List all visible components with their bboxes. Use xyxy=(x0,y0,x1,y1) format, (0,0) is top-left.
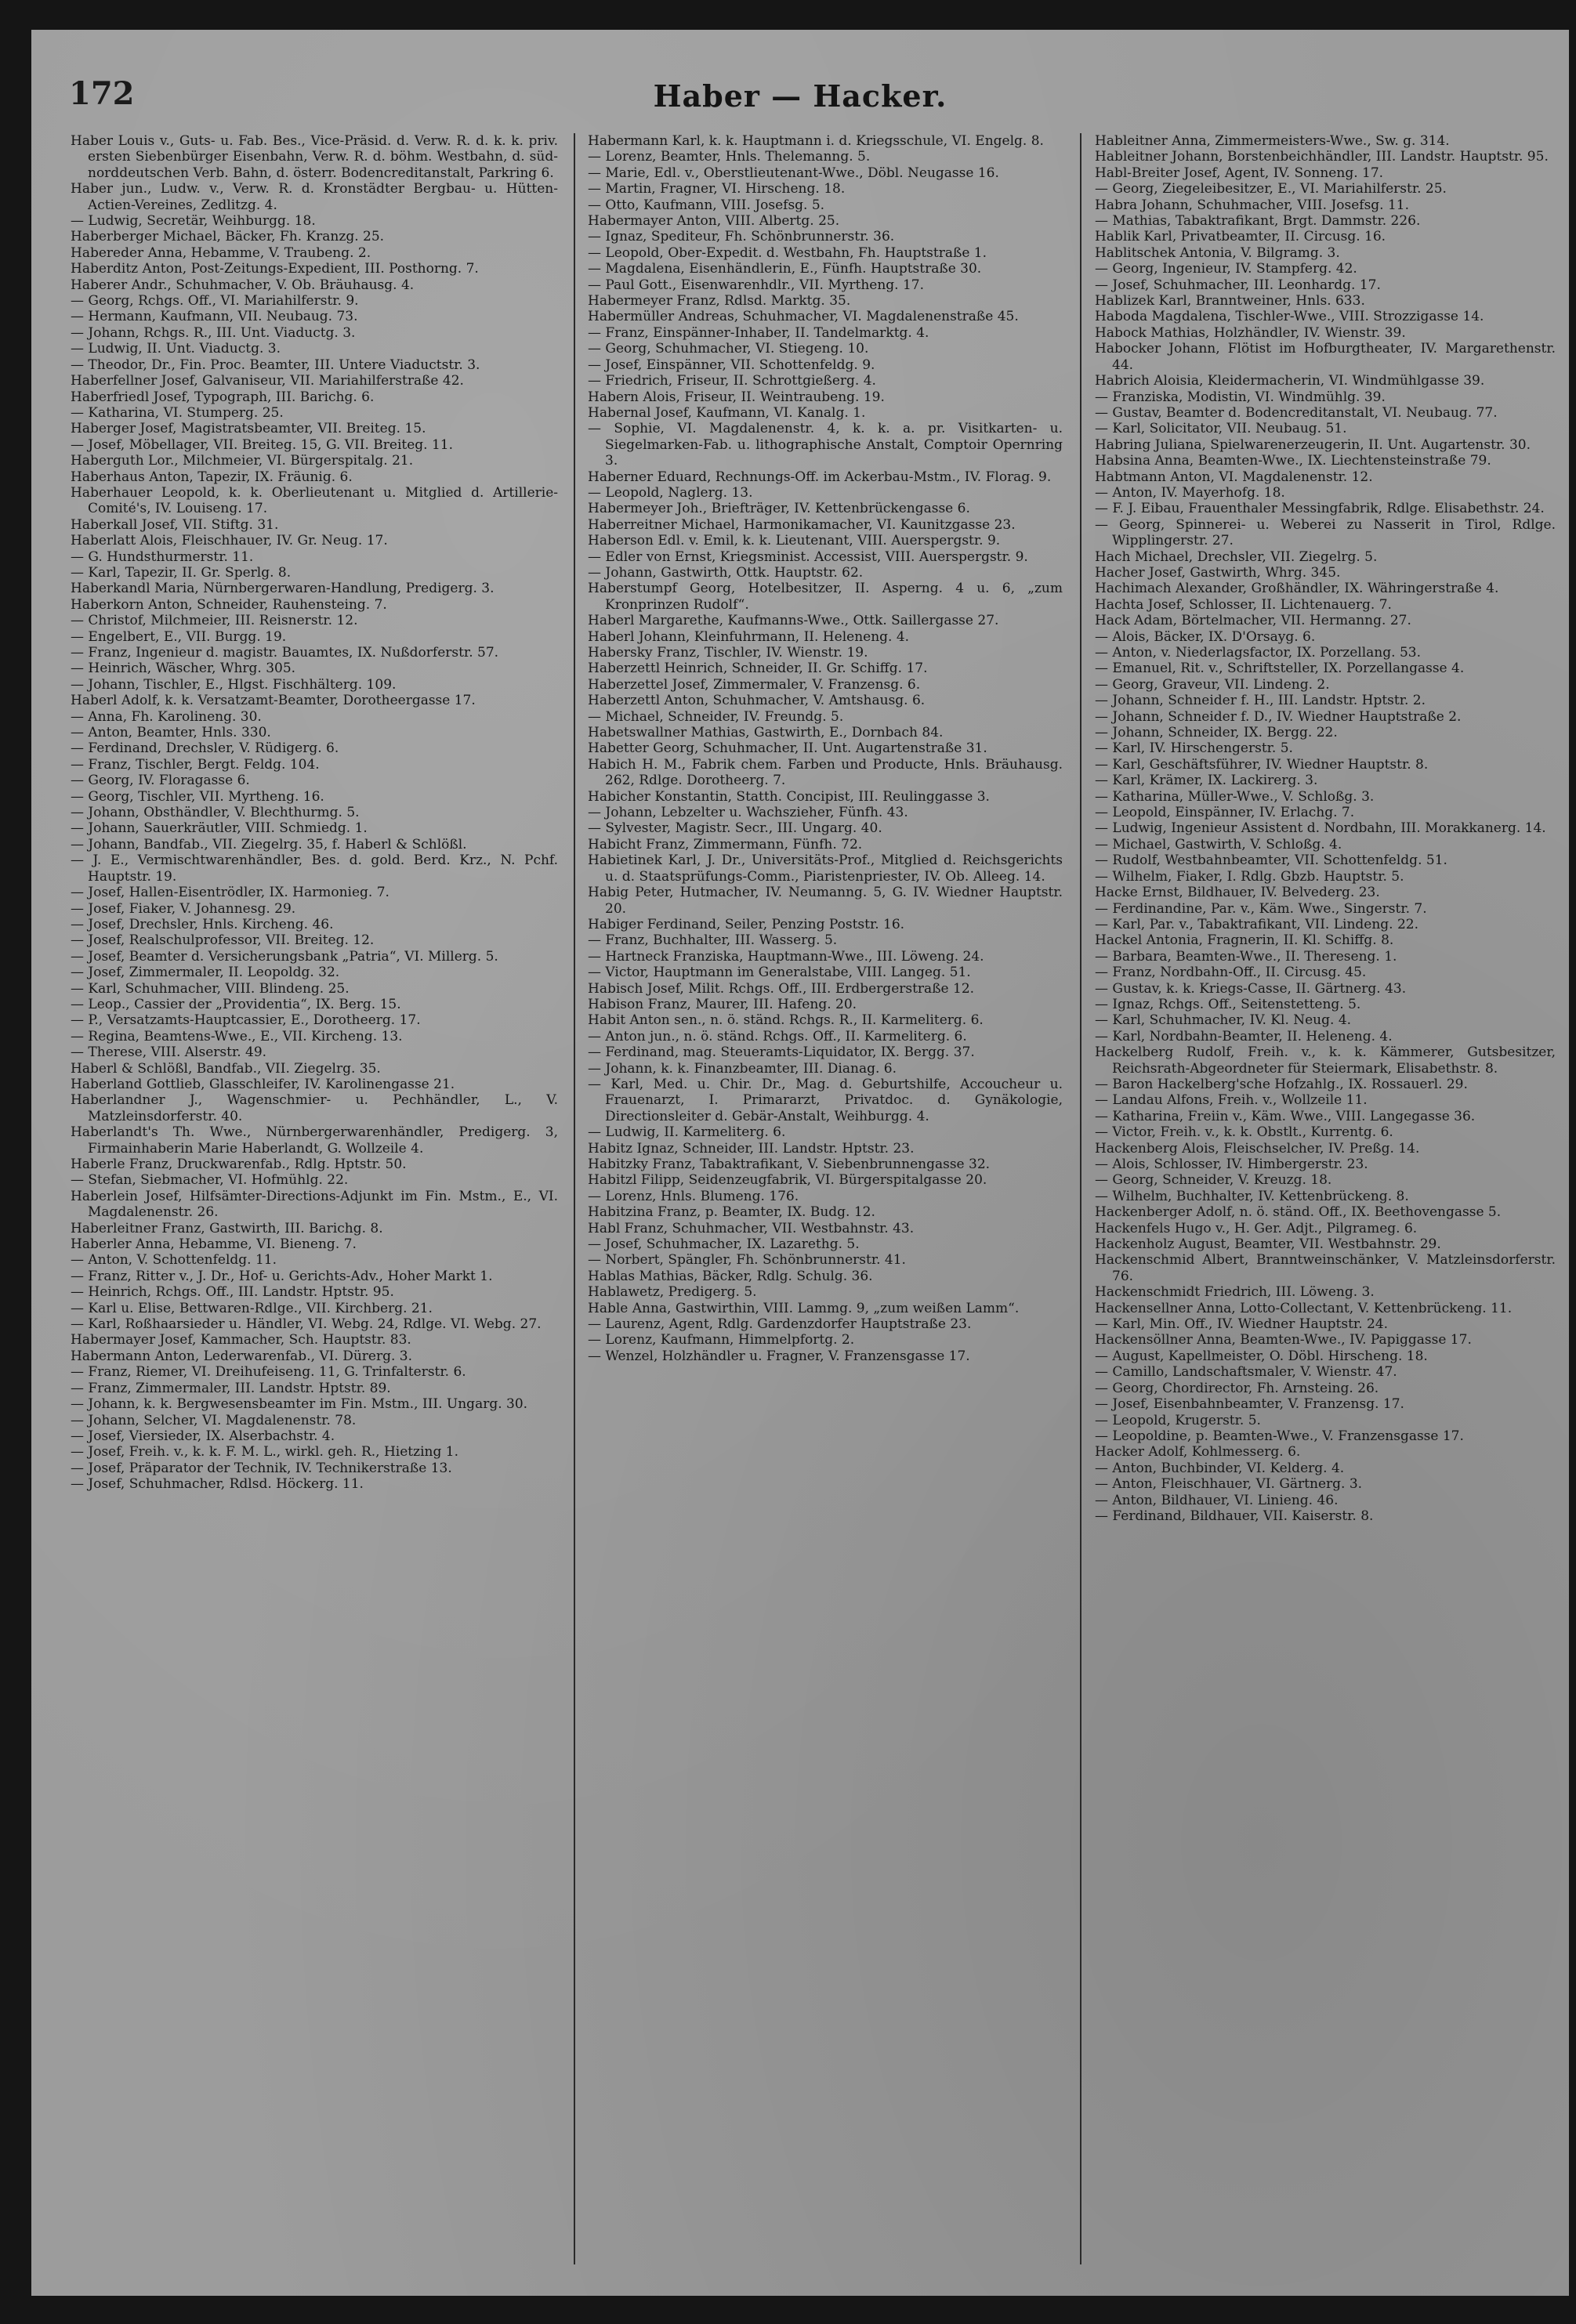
directory-entry: — Franz, Buchhalter, III. Wasserg. 5. xyxy=(588,932,838,949)
directory-entry: Habl Franz, Schuhmacher, VII. Westbahnstr. 43. xyxy=(588,1220,915,1236)
directory-entry: Habermüller Andreas, Schuhmacher, VI. Magdalenenstraße 45. xyxy=(588,309,1019,325)
directory-entry: — Hartneck Franziska, Hauptmann-Wwe., III. Löweng. 24. xyxy=(588,948,984,965)
directory-entry: — Michael, Schneider, IV. Freundg. 5. xyxy=(588,708,844,725)
directory-entry: Hackenschmidt Friedrich, III. Löweng. 3. xyxy=(1095,1284,1375,1301)
directory-entry: — Georg, IV. Floragasse 6. xyxy=(71,773,250,789)
directory-entry: — Georg, Rchgs. Off., VI. Mariahilferstr. 9. xyxy=(71,293,359,310)
directory-entry: — Franz, Nordbahn-Off., II. Circusg. 45. xyxy=(1095,965,1367,981)
directory-entry: — Georg, Chordirector, Fh. Arnsteing. 26. xyxy=(1095,1380,1379,1396)
directory-entry: Hablik Karl, Privatbeamter, II. Circusg. 16. xyxy=(1095,229,1386,245)
directory-entry: Hackensöllner Anna, Beamten-Wwe., IV. Papiggasse 17. xyxy=(1095,1332,1472,1348)
directory-entry: — Georg, Spinnerei- u. Weberei zu Nasserit in Tirol, Rdlge. Wipplingerstr. 27. xyxy=(1095,516,1556,549)
directory-entry: — Georg, Ziegeleibesitzer, E., VI. Mariahilferstr. 25. xyxy=(1095,181,1447,197)
directory-entry: Habereder Anna, Hebamme, V. Traubeng. 2. xyxy=(71,244,371,261)
directory-entry: — Ignaz, Spediteur, Fh. Schönbrunnerstr. 36. xyxy=(588,229,895,245)
directory-entry: Habermayer Anton, VIII. Albertg. 25. xyxy=(588,213,840,230)
directory-entry: — Anna, Fh. Karolineng. 30. xyxy=(71,708,262,725)
directory-entry: — Sylvester, Magistr. Secr., III. Ungarg. 40. xyxy=(588,820,882,837)
directory-column-3 xyxy=(1095,133,1556,2264)
directory-entry: — Norbert, Spängler, Fh. Schönbrunnerstr. 41. xyxy=(588,1252,906,1269)
directory-entry: — Josef, Hallen-Eisentrödler, IX. Harmonieg. 7. xyxy=(71,885,389,901)
directory-entry: Haberl Margarethe, Kaufmanns-Wwe., Ottk. Saillergasse 27. xyxy=(588,613,999,629)
directory-entry: Haberl Adolf, k. k. Versatzamt-Beamter, Dorotheergasse 17. xyxy=(71,693,476,709)
directory-entry: Haberguth Lor., Milchmeier, VI. Bürgerspitalg. 21. xyxy=(71,453,414,469)
directory-entry: Haberzettl Anton, Schuhmacher, V. Amtshausg. 6. xyxy=(588,693,926,709)
directory-entry: Habermann Karl, k. k. Hauptmann i. d. Kriegsschule, VI. Engelg. 8. xyxy=(588,133,1044,149)
directory-entry: Habicher Konstantin, Statth. Concipist, III. Reulinggasse 3. xyxy=(588,788,990,805)
directory-entry: — Josef, Fiaker, V. Johannesg. 29. xyxy=(71,900,296,917)
directory-entry: Haberson Edl. v. Emil, k. k. Lieutenant, VIII. Auerspergstr. 9. xyxy=(588,533,1001,549)
directory-entry: Haberberger Michael, Bäcker, Fh. Kranzg. 25. xyxy=(71,229,385,245)
directory-entry: — Josef, Drechsler, Hnls. Kircheng. 46. xyxy=(71,916,334,932)
directory-entry: — Alois, Schlosser, IV. Himbergerstr. 23. xyxy=(1095,1157,1368,1172)
directory-entry: — Otto, Kaufmann, VIII. Josefsg. 5. xyxy=(588,197,825,213)
directory-entry: — Wilhelm, Buchhalter, IV. Kettenbrückeng. 8. xyxy=(1095,1188,1409,1204)
directory-entry: — Karl, Tapezir, II. Gr. Sperlg. 8. xyxy=(71,564,292,581)
directory-entry: — Josef, Eisenbahnbeamter, V. Franzensg. 17. xyxy=(1095,1396,1404,1413)
directory-entry: Habern Alois, Friseur, II. Weintraubeng. 19. xyxy=(588,389,885,405)
directory-entry: — Johann, Lebzelter u. Wachszieher, Fünfh. 43. xyxy=(588,805,908,821)
directory-entry: Haberzettel Josef, Zimmermaler, V. Franzensg. 6. xyxy=(588,676,921,693)
directory-entry: Hackenfels Hugo v., H. Ger. Adjt., Pilgrameg. 6. xyxy=(1095,1220,1418,1236)
directory-entry: — Ferdinand, Bildhauer, VII. Kaiserstr. 8. xyxy=(1095,1508,1374,1524)
directory-entry: Haberle Franz, Druckwarenfab., Rdlg. Hptstr. 50. xyxy=(71,1157,407,1172)
directory-entry: — Lorenz, Beamter, Hnls. Thelemanng. 5. xyxy=(588,149,871,165)
directory-entry: — Leopold, Krugerstr. 5. xyxy=(1095,1412,1261,1428)
directory-entry: — Karl u. Elise, Bettwaren-Rdlge., VII. Kirchberg. 21. xyxy=(71,1300,433,1316)
directory-entry: — Ferdinandine, Par. v., Käm. Wwe., Singerstr. 7. xyxy=(1095,900,1427,917)
directory-entry: Hacher Josef, Gastwirth, Whrg. 345. xyxy=(1095,564,1341,581)
directory-entry: Hablitschek Antonia, V. Bilgramg. 3. xyxy=(1095,244,1340,261)
directory-entry: Haberlandt's Th. Wwe., Nürnbergerwarenhändler, Predigerg. 3, Firmainhaberin Marie Haberlandt, G. Wollzeile 4. xyxy=(71,1124,558,1157)
directory-entry: Hacke Ernst, Bildhauer, IV. Belvederg. 23. xyxy=(1095,885,1380,901)
directory-entry: — Anton, Fleischhauer, VI. Gärtnerg. 3. xyxy=(1095,1476,1363,1493)
directory-entry: Habisch Josef, Milit. Rchgs. Off., III. Erdbergerstraße 12. xyxy=(588,980,975,997)
directory-entry: — Karl, Med. u. Chir. Dr., Mag. d. Geburtshilfe, Accoucheur u. Frauenarzt, I. Primararzt, Privatdoc. d. Gynäkologie, Directionsleiter d. Gebär-Anstalt, Weihburgg. 4. xyxy=(588,1076,1063,1124)
directory-column-1 xyxy=(71,133,558,2264)
directory-entry: — Laurenz, Agent, Rdlg. Gardenzdorfer Hauptstraße 23. xyxy=(588,1316,972,1333)
directory-entry: — Josef, Schuhmacher, IX. Lazarethg. 5. xyxy=(588,1236,860,1253)
directory-entry: Haberkorn Anton, Schneider, Rauhensteing. 7. xyxy=(71,596,387,613)
directory-entry: Habitzl Filipp, Seidenzeugfabrik, VI. Bürgerspitalgasse 20. xyxy=(588,1172,987,1189)
directory-entry: — Karl, Schuhmacher, VIII. Blindeng. 25. xyxy=(71,980,350,997)
directory-entry: — Josef, Freih. v., k. k. F. M. L., wirkl. geh. R., Hietzing 1. xyxy=(71,1444,458,1461)
directory-entry: — Sophie, VI. Magdalenenstr. 4, k. k. a. pr. Visitkarten- u. Siegelmarken-Fab. u. lithographische Anstalt, Comptoir Opernring 3. xyxy=(588,421,1063,469)
directory-entry: Hable Anna, Gastwirthin, VIII. Lammg. 9, „zum weißen Lamm“. xyxy=(588,1300,1020,1316)
directory-entry: — Karl, Roßhaarsieder u. Händler, VI. Webg. 24, Rdlge. VI. Webg. 27. xyxy=(71,1316,542,1333)
directory-entry: Haberleitner Franz, Gastwirth, III. Barichg. 8. xyxy=(71,1220,383,1236)
directory-entry: Habiger Ferdinand, Seiler, Penzing Poststr. 16. xyxy=(588,916,905,932)
directory-entry: — Karl, Solicitator, VII. Neubaug. 51. xyxy=(1095,421,1347,437)
directory-entry: — Karl, IV. Hirschengerstr. 5. xyxy=(1095,740,1293,757)
directory-entry: Hackenberger Adolf, n. ö. ständ. Off., IX. Beethovengasse 5. xyxy=(1095,1204,1502,1221)
directory-entry: Habermann Anton, Lederwarenfab., VI. Dürerg. 3. xyxy=(71,1348,412,1364)
directory-entry: Haberner Eduard, Rechnungs-Off. im Ackerbau-Mstm., IV. Florag. 9. xyxy=(588,469,1052,485)
directory-entry: Hachta Josef, Schlosser, II. Lichtenauerg. 7. xyxy=(1095,596,1392,613)
directory-entry: — Baron Hackelberg'sche Hofzahlg., IX. Rossauerl. 29. xyxy=(1095,1076,1468,1092)
directory-entry: Hachimach Alexander, Großhändler, IX. Währingerstraße 4. xyxy=(1095,581,1499,597)
directory-entry: Haberlein Josef, Hilfsämter-Directions-Adjunkt im Fin. Mstm., E., VI. Magdalenenstr. 26. xyxy=(71,1188,558,1221)
directory-entry: — Johann, Tischler, E., Hlgst. Fischhälterg. 109. xyxy=(71,676,397,693)
directory-entry: — Karl, Schuhmacher, IV. Kl. Neug. 4. xyxy=(1095,1012,1352,1029)
directory-entry: Haberger Josef, Magistratsbeamter, VII. Breiteg. 15. xyxy=(71,421,426,437)
directory-entry: — Ferdinand, mag. Steueramts-Liquidator, IX. Bergg. 37. xyxy=(588,1044,975,1061)
directory-entry: — Karl, Par. v., Tabaktrafikant, VII. Lindeng. 22. xyxy=(1095,916,1419,932)
directory-entry: Haberland Gottlieb, Glasschleifer, IV. Karolinengasse 21. xyxy=(71,1076,455,1092)
directory-column-2 xyxy=(588,133,1063,2264)
directory-entry: — Stefan, Siebmacher, VI. Hofmühlg. 22. xyxy=(71,1172,349,1189)
directory-entry: — Lorenz, Hnls. Blumeng. 176. xyxy=(588,1188,799,1204)
directory-entry: — Marie, Edl. v., Oberstlieutenant-Wwe., Döbl. Neugasse 16. xyxy=(588,165,999,181)
directory-entry: Habig Peter, Hutmacher, IV. Neumanng. 5, G. IV. Wiedner Hauptstr. 20. xyxy=(588,885,1063,917)
directory-entry: — Georg, Schneider, V. Kreuzg. 18. xyxy=(1095,1172,1332,1189)
directory-entry: — Gustav, Beamter d. Bodencreditanstalt, VI. Neubaug. 77. xyxy=(1095,404,1498,421)
directory-entry: — Georg, Tischler, VII. Myrtheng. 16. xyxy=(71,788,324,805)
page-header xyxy=(31,30,1569,116)
directory-entry: — Johann, Obsthändler, V. Blechthurmg. 5. xyxy=(71,805,360,821)
directory-entry: — Victor, Freih. v., k. k. Obstlt., Kurrentg. 6. xyxy=(1095,1124,1393,1141)
directory-entry: — Johann, Bandfab., VII. Ziegelrg. 35, f. Haberl & Schlößl. xyxy=(71,836,467,852)
directory-entry: — Johann, Schneider f. H., III. Landstr. Hptstr. 2. xyxy=(1095,693,1426,709)
directory-entry: — Ludwig, Secretär, Weihburgg. 18. xyxy=(71,213,316,230)
directory-entry: — Anton, Bildhauer, VI. Linieng. 46. xyxy=(1095,1492,1339,1508)
directory-entry: — Georg, Graveur, VII. Lindeng. 2. xyxy=(1095,676,1330,693)
directory-entry: — Katharina, Müller-Wwe., V. Schloßg. 3. xyxy=(1095,788,1375,805)
directory-entry: — Heinrich, Wäscher, Whrg. 305. xyxy=(71,661,296,677)
directory-entry: Haberl Johann, Kleinfuhrmann, II. Heleneng. 4. xyxy=(588,628,910,645)
directory-entry: — Leopold, Naglerg. 13. xyxy=(588,484,753,501)
directory-entry: Habsina Anna, Beamten-Wwe., IX. Liechtensteinstraße 79. xyxy=(1095,453,1491,469)
directory-entry: Habring Juliana, Spielwarenerzeugerin, II. Unt. Augartenstr. 30. xyxy=(1095,436,1531,453)
directory-entry: — Ignaz, Rchgs. Off., Seitenstetteng. 5. xyxy=(1095,996,1361,1012)
directory-entry: — Emanuel, Rit. v., Schriftsteller, IX. Porzellangasse 4. xyxy=(1095,661,1465,677)
directory-entry: — Karl, Min. Off., IV. Wiedner Hauptstr. 24. xyxy=(1095,1316,1389,1333)
directory-entry: — Anton, Buchbinder, VI. Kelderg. 4. xyxy=(1095,1460,1345,1476)
directory-entry: Habitzina Franz, p. Beamter, IX. Budg. 12. xyxy=(588,1204,875,1221)
directory-entry: — August, Kapellmeister, O. Döbl. Hirscheng. 18. xyxy=(1095,1348,1428,1364)
directory-entry: Habermeyer Joh., Briefträger, IV. Kettenbrückengasse 6. xyxy=(588,501,970,517)
directory-entry: — Johann, Sauerkräutler, VIII. Schmiedg. 1. xyxy=(71,820,368,837)
directory-entry: Haberl & Schlößl, Bandfab., VII. Ziegelrg. 35. xyxy=(71,1060,381,1077)
directory-entry: Hacker Adolf, Kohlmesserg. 6. xyxy=(1095,1444,1301,1461)
directory-entry: — Georg, Ingenieur, IV. Stampferg. 42. xyxy=(1095,261,1357,277)
directory-entry: Hackenschmid Albert, Branntweinschänker, V. Matzleinsdorferstr. 76. xyxy=(1095,1252,1556,1284)
directory-entry: Hableitner Anna, Zimmermeisters-Wwe., Sw. g. 314. xyxy=(1095,133,1450,149)
directory-entry: Hackelberg Rudolf, Freih. v., k. k. Kämmerer, Gutsbesitzer, Reichsrath-Abgeordneter für Steiermark, Elisabethstr. 8. xyxy=(1095,1044,1556,1077)
directory-entry: Haberkall Josef, VII. Stiftg. 31. xyxy=(71,516,279,533)
directory-entry: — Josef, Zimmermaler, II. Leopoldg. 32. xyxy=(71,965,340,981)
directory-entry: — P., Versatzamts-Hauptcassier, E., Dorotheerg. 17. xyxy=(71,1012,421,1029)
directory-entry: — Ludwig, II. Karmeliterg. 6. xyxy=(588,1124,786,1141)
directory-entry: Hackensellner Anna, Lotto-Collectant, V. Kettenbrückeng. 11. xyxy=(1095,1300,1513,1316)
directory-entry: — Josef, Einspänner, VII. Schottenfeldg. 9. xyxy=(588,357,875,373)
directory-entry: Haber Louis v., Guts- u. Fab. Bes., Vice-Präsid. d. Verw. R. d. k. k. priv. ersten Siebenbürger Eisenbahn, Verw. R. d. böhm. Westbahn, d. süd-norddeutschen Verb. Bahn, d. österr. Bodencreditanstalt, Parkring 6. xyxy=(71,133,558,181)
directory-entry: — Christof, Milchmeier, III. Reisnerstr. 12. xyxy=(71,613,358,629)
directory-entry: Haberzettl Heinrich, Schneider, II. Gr. Schiffg. 17. xyxy=(588,661,928,677)
directory-entry: Habocker Johann, Flötist im Hofburgtheater, IV. Margarethenstr. 44. xyxy=(1095,341,1556,373)
directory-entry: — Johann, Schneider f. D., IV. Wiedner Hauptstraße 2. xyxy=(1095,708,1462,725)
directory-entry: — Josef, Schuhmacher, Rdlsd. Höckerg. 11. xyxy=(71,1476,364,1493)
directory-entry: Hach Michael, Drechsler, VII. Ziegelrg. 5. xyxy=(1095,548,1378,565)
directory-entry: — Katharina, Freiin v., Käm. Wwe., VIII. Langegasse 36. xyxy=(1095,1108,1476,1124)
directory-entry: — Landau Alfons, Freih. v., Wollzeile 11. xyxy=(1095,1092,1368,1109)
directory-entry: — Karl, Krämer, IX. Lackirerg. 3. xyxy=(1095,773,1318,789)
directory-entry: Haberler Anna, Hebamme, VI. Bieneng. 7. xyxy=(71,1236,357,1253)
directory-entry: — Franz, Ingenieur d. magistr. Bauamtes, IX. Nußdorferstr. 57. xyxy=(71,645,499,661)
directory-entry: — Ferdinand, Drechsler, V. Rüdigerg. 6. xyxy=(71,740,339,757)
directory-entry: Habetswallner Mathias, Gastwirth, E., Dornbach 84. xyxy=(588,725,944,741)
directory-entry: Habison Franz, Maurer, III. Hafeng. 20. xyxy=(588,996,857,1012)
directory-entry: — Camillo, Landschaftsmaler, V. Wienstr. 47. xyxy=(1095,1364,1397,1381)
directory-entry: Hackenholz August, Beamter, VII. Westbahnstr. 29. xyxy=(1095,1236,1441,1253)
directory-entry: — Franz, Riemer, VI. Dreihufeiseng. 11, G. Trinfalterstr. 6. xyxy=(71,1364,466,1381)
directory-entry: — Wilhelm, Fiaker, I. Rdlg. Gbzb. Hauptstr. 5. xyxy=(1095,868,1404,885)
directory-entry: Habra Johann, Schuhmacher, VIII. Josefsg. 11. xyxy=(1095,197,1410,213)
directory-entry: — Leopoldine, p. Beamten-Wwe., V. Franzensgasse 17. xyxy=(1095,1428,1464,1444)
directory-entry: Hackenberg Alois, Fleischselcher, IV. Preßg. 14. xyxy=(1095,1140,1420,1157)
directory-entry: Habitz Ignaz, Schneider, III. Landstr. Hptstr. 23. xyxy=(588,1140,915,1157)
directory-entry: — Leop., Cassier der „Providentia“, IX. Berg. 15. xyxy=(71,996,401,1012)
directory-entry: — Paul Gott., Eisenwarenhdlr., VII. Myrtheng. 17. xyxy=(588,277,925,293)
directory-entry: — Franz, Zimmermaler, III. Landstr. Hptstr. 89. xyxy=(71,1380,391,1396)
directory-entry: Hablas Mathias, Bäcker, Rdlg. Schulg. 36. xyxy=(588,1268,873,1284)
running-head: Haber — Hacker. xyxy=(653,78,947,114)
directory-entry: Habock Mathias, Holzhändler, IV. Wienstr. 39. xyxy=(1095,324,1406,341)
directory-entry: Haberer Andr., Schuhmacher, V. Ob. Bräuhausg. 4. xyxy=(71,277,415,293)
directory-entry: — Alois, Bäcker, IX. D'Orsayg. 6. xyxy=(1095,628,1316,645)
directory-entry: Haberfellner Josef, Galvaniseur, VII. Mariahilferstraße 42. xyxy=(71,373,464,389)
directory-entry: — Mathias, Tabaktrafikant, Brgt. Dammstr. 226. xyxy=(1095,213,1421,230)
directory-entry: Habl-Breiter Josef, Agent, IV. Sonneng. 17. xyxy=(1095,165,1384,181)
directory-entry: Habernal Josef, Kaufmann, VI. Kanalg. 1. xyxy=(588,404,866,421)
directory-entry: — Georg, Schuhmacher, VI. Stiegeng. 10. xyxy=(588,341,869,357)
directory-entry: — Anton, IV. Mayerhofg. 18. xyxy=(1095,484,1285,501)
directory-entry: Hackel Antonia, Fragnerin, II. Kl. Schiffg. 8. xyxy=(1095,932,1394,949)
page-number: 172 xyxy=(69,75,135,112)
directory-entry: — Rudolf, Westbahnbeamter, VII. Schottenfeldg. 51. xyxy=(1095,852,1447,869)
directory-entry: Habietinek Karl, J. Dr., Universitäts-Prof., Mitglied d. Reichsgerichts u. d. Staatsprüfungs-Comm., Piaristenpriester, IV. Ob. Alleeg. 14. xyxy=(588,852,1063,885)
directory-entry: — Josef, Schuhmacher, III. Leonhardg. 17. xyxy=(1095,277,1381,293)
directory-entry: — Anton, v. Niederlagsfactor, IX. Porzellang. 53. xyxy=(1095,645,1421,661)
directory-entry: — Karl, Geschäftsführer, IV. Wiedner Hauptstr. 8. xyxy=(1095,756,1429,773)
directory-entry: — Gustav, k. k. Kriegs-Casse, II. Gärtnerg. 43. xyxy=(1095,980,1407,997)
directory-entry: Habrich Aloisia, Kleidermacherin, VI. Windmühlgasse 39. xyxy=(1095,373,1485,389)
directory-entry: — Magdalena, Eisenhändlerin, E., Fünfh. Hauptstraße 30. xyxy=(588,261,982,277)
directory-entry: Haberlatt Alois, Fleischhauer, IV. Gr. Neug. 17. xyxy=(71,533,388,549)
directory-entry: Haberstumpf Georg, Hotelbesitzer, II. Asperng. 4 u. 6, „zum Kronprinzen Rudolf“. xyxy=(588,581,1063,613)
directory-entry: — Therese, VIII. Alserstr. 49. xyxy=(71,1044,267,1061)
directory-entry: — Anton, V. Schottenfeldg. 11. xyxy=(71,1252,277,1269)
directory-entry: Hableitner Johann, Borstenbeichhändler, III. Landstr. Hauptstr. 95. xyxy=(1095,149,1549,165)
directory-entry: — Regina, Beamtens-Wwe., E., VII. Kircheng. 13. xyxy=(71,1028,403,1044)
directory-entry: — Michael, Gastwirth, V. Schloßg. 4. xyxy=(1095,836,1342,852)
directory-entry: — Heinrich, Rchgs. Off., III. Landstr. Hptstr. 95. xyxy=(71,1284,394,1301)
directory-entry: — Franz, Einspänner-Inhaber, II. Tandelmarktg. 4. xyxy=(588,324,929,341)
directory-entry: — Ludwig, II. Unt. Viaductg. 3. xyxy=(71,341,281,357)
directory-entry: — Josef, Beamter d. Versicherungsbank „Patria“, VI. Millerg. 5. xyxy=(71,948,498,965)
directory-entry: — Barbara, Beamten-Wwe., II. Thereseng. 1. xyxy=(1095,948,1397,965)
directory-entry: Haberkandl Maria, Nürnbergerwaren-Handlung, Predigerg. 3. xyxy=(71,581,495,597)
directory-entry: — Leopold, Einspänner, IV. Erlachg. 7. xyxy=(1095,805,1355,821)
directory-entry: — Josef, Präparator der Technik, IV. Technikerstraße 13. xyxy=(71,1460,452,1476)
directory-entry: — Johann, Schneider, IX. Bergg. 22. xyxy=(1095,725,1338,741)
directory-entry: — G. Hundsthurmerstr. 11. xyxy=(71,548,254,565)
column-rule xyxy=(574,133,575,2264)
directory-entry: Habich H. M., Fabrik chem. Farben und Producte, Hnls. Bräuhausg. 262, Rdlge. Dorotheerg. 7. xyxy=(588,756,1063,789)
directory-entry: Habit Anton sen., n. ö. ständ. Rchgs. R., II. Karmeliterg. 6. xyxy=(588,1012,984,1029)
directory-entry: Haber jun., Ludw. v., Verw. R. d. Kronstädter Bergbau- u. Hütten-Actien-Vereines, Zedlitzg. 4. xyxy=(71,181,558,213)
directory-entry: — Johann, k. k. Bergwesensbeamter im Fin. Mstm., III. Ungarg. 30. xyxy=(71,1396,528,1413)
directory-entry: — Franziska, Modistin, VI. Windmühlg. 39. xyxy=(1095,389,1386,405)
directory-entry: — Katharina, VI. Stumperg. 25. xyxy=(71,404,284,421)
directory-entry: — Anton, Beamter, Hnls. 330. xyxy=(71,725,271,741)
directory-entry: — Johann, Rchgs. R., III. Unt. Viaductg. 3. xyxy=(71,324,356,341)
directory-entry: Habtmann Anton, VI. Magdalenenstr. 12. xyxy=(1095,469,1373,485)
directory-entry: — Victor, Hauptmann im Generalstabe, VIII. Langeg. 51. xyxy=(588,965,971,981)
directory-entry: — Josef, Möbellager, VII. Breiteg. 15, G. VII. Breiteg. 11. xyxy=(71,436,454,453)
directory-entry: Habersky Franz, Tischler, IV. Wienstr. 19. xyxy=(588,645,868,661)
directory-entry: — Karl, Nordbahn-Beamter, II. Heleneng. 4. xyxy=(1095,1028,1393,1044)
directory-entry: — F. J. Eibau, Frauenthaler Messingfabrik, Rdlge. Elisabethstr. 24. xyxy=(1095,501,1545,517)
directory-entry: — Ludwig, Ingenieur Assistent d. Nordbahn, III. Morakkanerg. 14. xyxy=(1095,820,1546,837)
directory-entry: — Franz, Tischler, Bergt. Feldg. 104. xyxy=(71,756,320,773)
directory-entry: Habermayer Josef, Kammacher, Sch. Hauptstr. 83. xyxy=(71,1332,411,1348)
directory-entry: — Wenzel, Holzhändler u. Fragner, V. Franzensgasse 17. xyxy=(588,1348,970,1364)
directory-entry: Haberhaus Anton, Tapezir, IX. Fräunig. 6. xyxy=(71,469,353,485)
directory-entry: — Franz, Ritter v., J. Dr., Hof- u. Gerichts-Adv., Hoher Markt 1. xyxy=(71,1268,493,1284)
directory-entry: — Josef, Viersieder, IX. Alserbachstr. 4. xyxy=(71,1428,335,1444)
directory-entry: — Josef, Realschulprofessor, VII. Breiteg. 12. xyxy=(71,932,375,949)
directory-entry: — Lorenz, Kaufmann, Himmelpfortg. 2. xyxy=(588,1332,855,1348)
directory-page xyxy=(31,30,1569,2296)
directory-entry: Hablawetz, Predigerg. 5. xyxy=(588,1284,757,1301)
directory-entry: Habetter Georg, Schuhmacher, II. Unt. Augartenstraße 31. xyxy=(588,740,987,757)
column-rule xyxy=(1080,133,1081,2264)
directory-entry: Haberfriedl Josef, Typograph, III. Barichg. 6. xyxy=(71,389,375,405)
directory-entry: — Johann, k. k. Finanzbeamter, III. Dianag. 6. xyxy=(588,1060,897,1077)
directory-entry: Habicht Franz, Zimmermann, Fünfh. 72. xyxy=(588,836,863,852)
directory-entry: — Johann, Selcher, VI. Magdalenenstr. 78. xyxy=(71,1412,357,1428)
directory-entry: Haboda Magdalena, Tischler-Wwe., VIII. Strozzigasse 14. xyxy=(1095,309,1484,325)
directory-entry: Habermeyer Franz, Rdlsd. Marktg. 35. xyxy=(588,293,851,310)
directory-entry: — Edler von Ernst, Kriegsminist. Accessist, VIII. Auerspergstr. 9. xyxy=(588,548,1028,565)
directory-entry: — Engelbert, E., VII. Burgg. 19. xyxy=(71,628,287,645)
directory-entry: — Theodor, Dr., Fin. Proc. Beamter, III. Untere Viaductstr. 3. xyxy=(71,357,480,373)
directory-entry: — Johann, Gastwirth, Ottk. Hauptstr. 62. xyxy=(588,564,864,581)
directory-entry: Haberditz Anton, Post-Zeitungs-Expedient, III. Posthorng. 7. xyxy=(71,261,479,277)
directory-entry: Hack Adam, Börtelmacher, VII. Hermanng. 27. xyxy=(1095,613,1411,629)
directory-entry: — Friedrich, Friseur, II. Schrottgießerg. 4. xyxy=(588,373,876,389)
directory-entry: Haberreitner Michael, Harmonikamacher, VI. Kaunitzgasse 23. xyxy=(588,516,1016,533)
directory-entry: — Hermann, Kaufmann, VII. Neubaug. 73. xyxy=(71,309,358,325)
directory-entry: — Anton jun., n. ö. ständ. Rchgs. Off., II. Karmeliterg. 6. xyxy=(588,1028,967,1044)
directory-entry: — J. E., Vermischtwarenhändler, Bes. d. gold. Berd. Krz., N. Pchf. Hauptstr. 19. xyxy=(71,852,558,885)
directory-entry: Haberlandner J., Wagenschmier- u. Pechhändler, L., V. Matzleinsdorferstr. 40. xyxy=(71,1092,558,1124)
directory-entry: — Martin, Fragner, VI. Hirscheng. 18. xyxy=(588,181,846,197)
directory-entry: Hablizek Karl, Branntweiner, Hnls. 633. xyxy=(1095,293,1365,310)
directory-entry: Habitzky Franz, Tabaktrafikant, V. Siebenbrunnengasse 32. xyxy=(588,1157,991,1172)
directory-entry: Haberhauer Leopold, k. k. Oberlieutenant u. Mitglied d. Artillerie-Comité's, IV. Louiseng. 17. xyxy=(71,484,558,517)
directory-entry: — Leopold, Ober-Expedit. d. Westbahn, Fh. Hauptstraße 1. xyxy=(588,244,987,261)
